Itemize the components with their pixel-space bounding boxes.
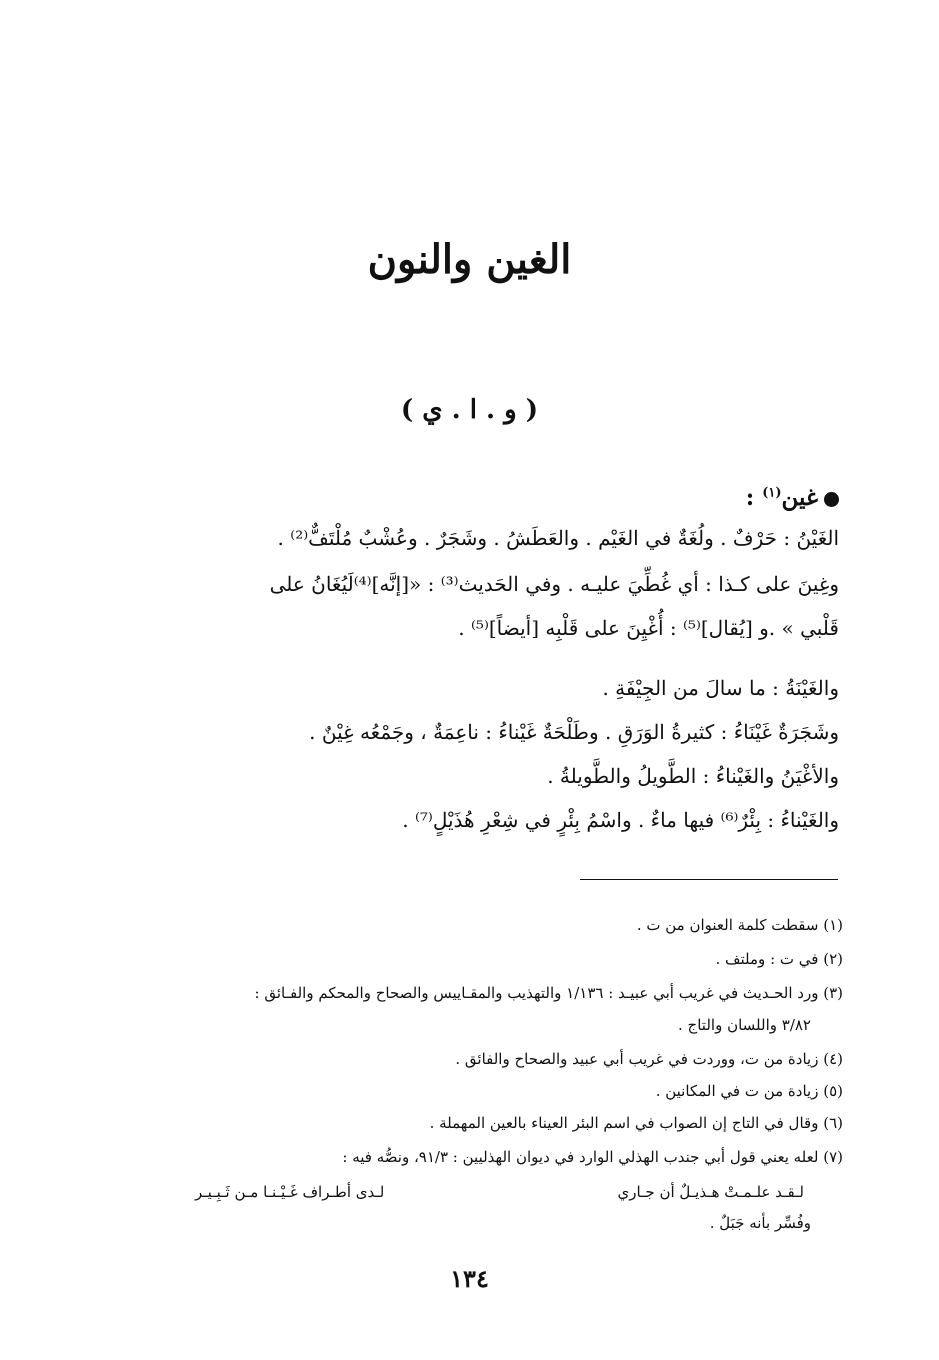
body-line: والغَيْنَةُ : ما سالَ من الجِيْفَةِ . [602, 676, 839, 700]
footnote: (٧) لعله يعني قول أبي جندب الهذلي الوارد في ديوان الهذليين : ٩١/٣، ونصُّه فيه : [342, 1148, 843, 1166]
footnote-divider [580, 879, 838, 880]
body-line: والغَيْناءُ : بِئْرٌ⁽⁶⁾ فيها ماءٌ . واسْمُ بِئْرٍ في شِعْرِ هُذَيْلٍ⁽⁷⁾ . [402, 808, 839, 832]
headword-text: غين [781, 484, 818, 511]
root-letters-heading: ( و . ا . ي ) [400, 395, 539, 425]
footnote: (٢) في ت : وملتف . [715, 950, 843, 968]
verse-hemistich-second: لـدى أطـراف غَـيْـنـا مـن ثَـبِـيـر [195, 1183, 385, 1201]
body-line: الغَيْنُ : حَرْفٌ . ولُغَةٌ في الغَيْم . والعَطَشُ . وشَجَرٌ . وعُشْبٌ مُلْتَفٌّ⁽²⁾ . [277, 526, 839, 550]
footnote: (٤) زيادة من ت، ووردت في غريب أبي عبيد والصحاح والفائق . [455, 1050, 843, 1068]
body-line: وغِينَ على كـذا : أي غُطِّيَ عليـه . وفي الحَديث⁽³⁾ : «[إنَّه]⁽⁴⁾لَيُغَانُ على [269, 572, 839, 596]
page-title: الغين والنون [367, 236, 572, 283]
page-number: ١٣٤ [450, 1264, 489, 1293]
footnote-continuation: ٣/٨٢ واللسان والتاج . [678, 1016, 811, 1034]
verse-hemistich-first: لـقـد علـمـتْ هـذيـلٌ أن جـاري [617, 1183, 804, 1201]
footnote: (٥) زيادة من ت في المكانين . [655, 1082, 843, 1100]
headword-footnote-marker: (١) [762, 485, 782, 501]
footnote: (٣) ورد الحـديث في غريب أبي عبيـد : ١/١٣٦ والتهذيب والمقـاييس والصحاح والمحكم والفـائق : [254, 984, 843, 1002]
body-line: والأغْيَنُ والغَيْناءُ : الطَّويلُ والطَّويلةُ . [547, 764, 839, 788]
body-line: وشَجَرَةٌ غَيْنَاءُ : كثيرةُ الوَرَقِ . وطَلْحَةٌ غَيْناءُ : ناعِمَةٌ ، وجَمْعُه غِيْنٌ . [309, 720, 839, 744]
headword-colon: : [745, 484, 763, 511]
body-line: قَلْبي » .و [يُقال]⁽⁵⁾ : أُغْيِنَ على قَلْبِه [أيضاً]⁽⁵⁾ . [458, 616, 839, 640]
entry-headword [746, 484, 839, 511]
footnote-continuation: وفُسِّر بأنه جَبَلٌ . [709, 1214, 811, 1232]
bullet-icon [824, 492, 839, 507]
footnote: (١) سقطت كلمة العنوان من ت . [636, 916, 843, 934]
footnote: (٦) وقال في التاج إن الصواب في اسم البئر العيناء بالعين المهملة . [429, 1114, 843, 1132]
